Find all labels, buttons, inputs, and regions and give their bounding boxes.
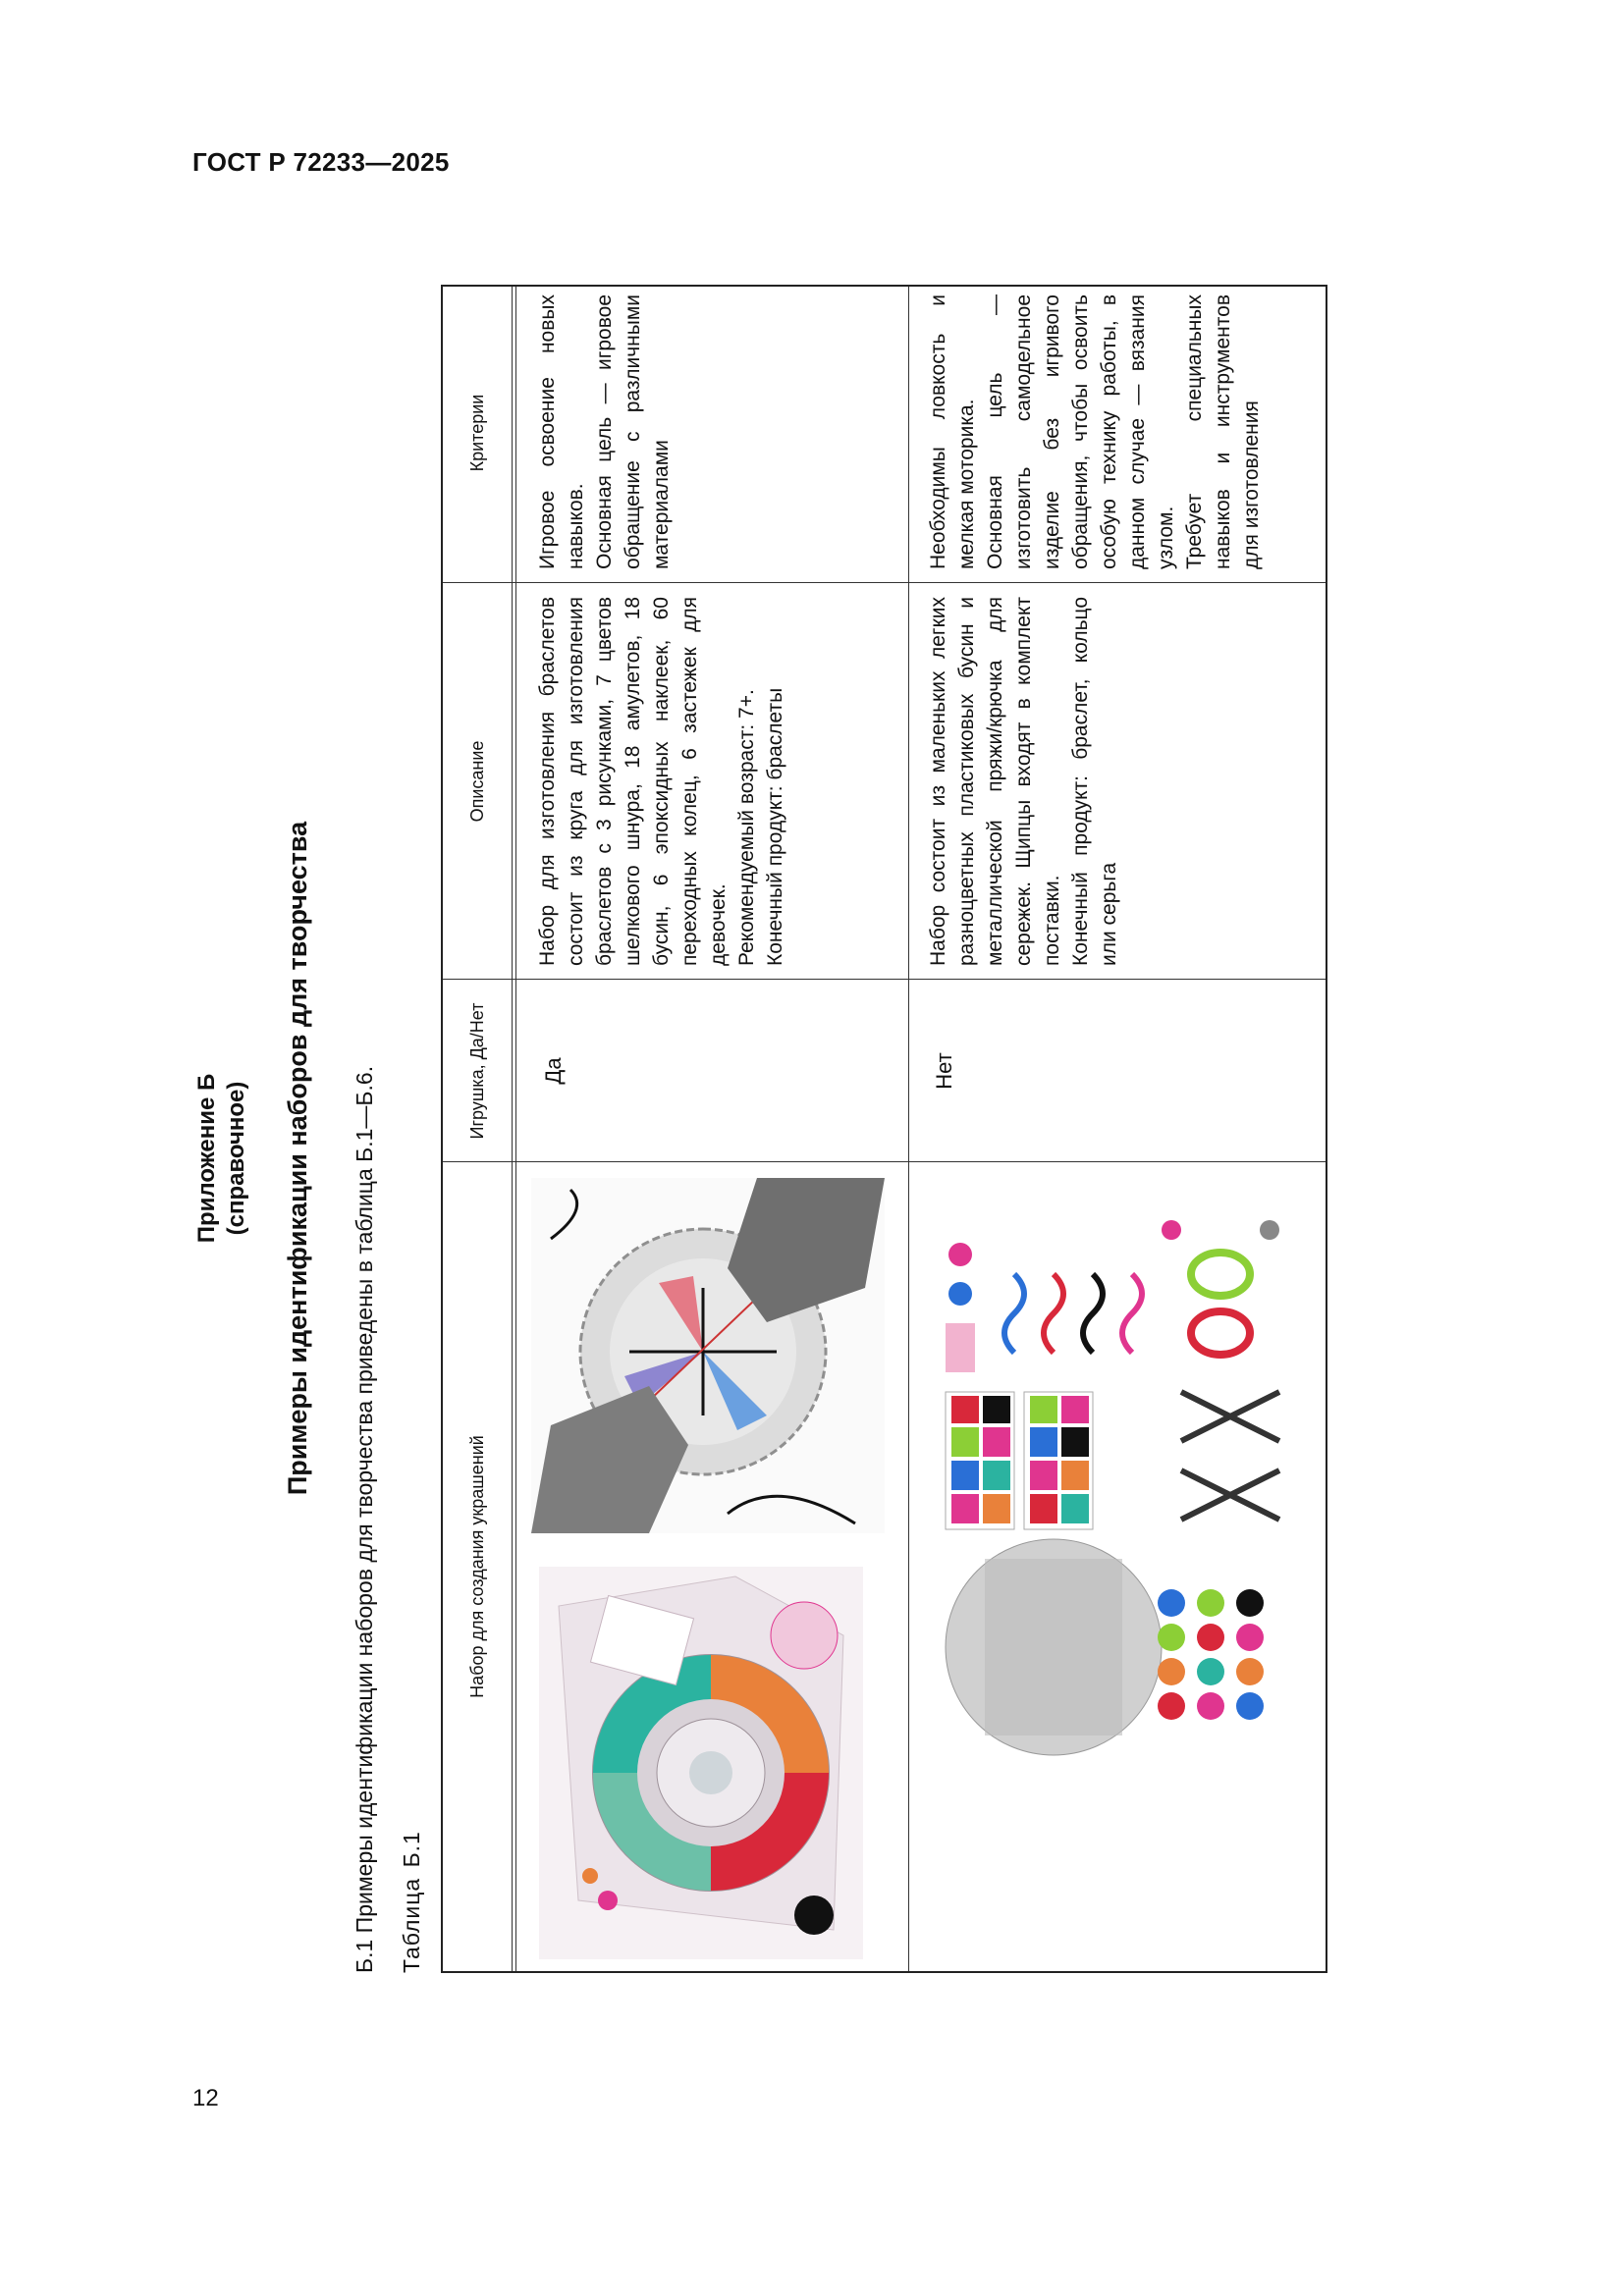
- bracelet-wheel-hands-photo: [531, 1178, 885, 1533]
- description-row-1: [533, 597, 789, 966]
- document-header: ГОСТ Р 72233—2025: [192, 147, 450, 177]
- header-rule: [515, 287, 516, 1971]
- column-divider: [443, 979, 1326, 980]
- table-caption-number: Б.1: [399, 1831, 424, 1868]
- description-row-1-line: Набор для изготовления браслетов состоит из круга для изготовления браслетов с 3 рисунками, 7 цветов шелкового шнура, 18 амулетов, 18 бусин, 6 эпоксидных наклеек, 60 переходных колец, 6 застежек для девочек.: [536, 597, 730, 966]
- page-number: 12: [192, 2085, 219, 2111]
- column-header-criteria: Критерии: [467, 394, 487, 472]
- table-caption: [399, 1831, 425, 1973]
- column-header-kit: Набор для создания украшений: [467, 1435, 487, 1698]
- intro-paragraph: Б.1 Примеры идентификации наборов для творчества приведены в таблица Б.1—Б.6.: [352, 1065, 377, 1973]
- column-divider: [443, 1161, 1326, 1162]
- appendix-status: (справочное): [223, 1081, 249, 1236]
- column-header-description: Описание: [467, 740, 487, 823]
- bracelet-wheel-image: [539, 1567, 863, 1959]
- rotated-page-content: [192, 226, 1341, 2091]
- bead-kit-photo: [926, 1196, 1315, 1765]
- description-row-2-line: Конечный продукт: браслет, кольцо или серьга: [1069, 597, 1120, 966]
- criteria-row-2-line: Основная цель — изготовить самодельное изделие без игривого обращения, чтобы освоить особую технику работы, в данном случае — вязания узлом.: [984, 294, 1177, 569]
- table-caption-word: Таблица: [399, 1877, 424, 1973]
- criteria-row-1-line: Основная цель — игровое обращение с различными материалами: [593, 294, 673, 569]
- criteria-row-2: [924, 294, 1266, 569]
- identification-table: [441, 285, 1327, 1973]
- toy-value-row-1: Да: [541, 1057, 566, 1085]
- description-row-2-line: Набор состоит из маленьких легких разноцветных пластиковых бусин и металлической пряжи/крючка для сережек. Щипцы входят в комплект поставки.: [927, 597, 1063, 966]
- criteria-row-2-line: Необходимы ловкость и мелкая моторика.: [927, 294, 978, 569]
- column-divider: [443, 582, 1326, 583]
- bead-kit-image: [926, 1196, 1315, 1765]
- appendix-heading: [192, 226, 251, 2091]
- toy-value-row-2: Нет: [932, 1052, 956, 1090]
- section-title: Примеры идентификации наборов для творчества: [283, 821, 312, 1496]
- description-row-1-line: Конечный продукт: браслеты: [764, 687, 786, 966]
- criteria-row-1: [533, 294, 676, 569]
- description-row-1-line: Рекомендуемый возраст: 7+.: [735, 689, 758, 966]
- hands-loom-image: [531, 1178, 885, 1533]
- header-rule: [512, 287, 513, 1971]
- row-divider: [908, 287, 909, 1971]
- criteria-row-2-line: Требует специальных навыков и инструментов для изготовления: [1183, 294, 1263, 569]
- appendix-title: Приложение Б: [193, 1073, 220, 1244]
- bracelet-kit-wheel-photo: [539, 1567, 863, 1959]
- criteria-row-1-line: Игровое освоение новых навыков.: [536, 294, 587, 569]
- column-header-toy: Игрушка, Да/Нет: [467, 1002, 487, 1140]
- description-row-2: [924, 597, 1123, 966]
